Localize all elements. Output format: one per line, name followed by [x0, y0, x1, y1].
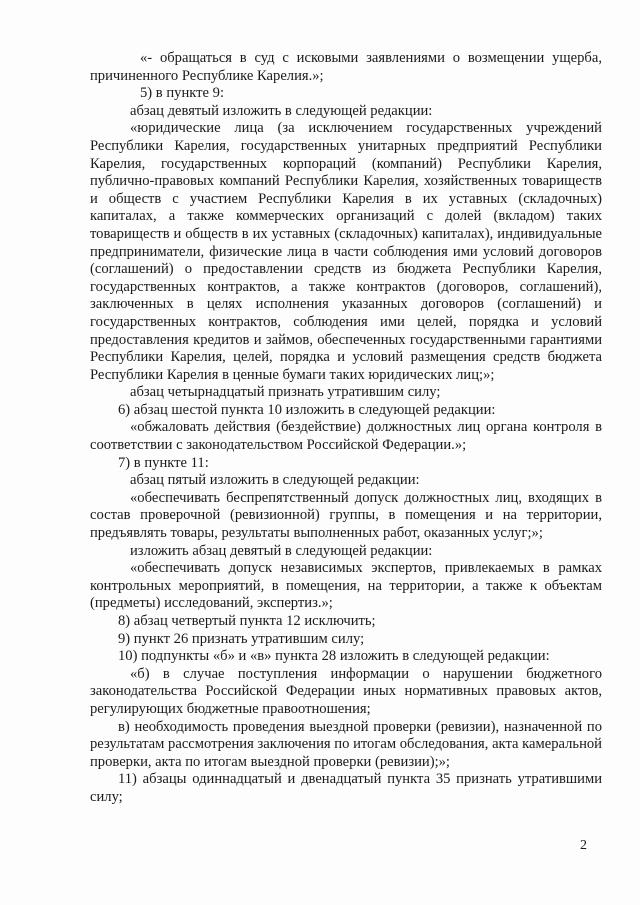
- paragraph-18: 11) абзацы одиннадцатый и двенадцатый пункта 35 признать утратившими силу;: [90, 771, 602, 805]
- document-body: [90, 50, 602, 807]
- paragraph-13: 8) абзац четвертый пункта 12 исключить;: [118, 613, 376, 629]
- paragraph-11: изложить абзац девятый в следующей редакции:: [130, 542, 433, 559]
- paragraph-14: 9) пункт 26 признать утратившим силу;: [118, 630, 365, 647]
- paragraph-17: в) необходимость проведения выездной проверки (ревизии), назначенной по результатам рассмотрения заключения по итогам обследования, акта камеральной проверки, акта по итогам выездной проверки (ревизии);»;: [90, 718, 602, 770]
- paragraph-10: «обеспечивать беспрепятственный допуск должностных лиц, входящих в состав проверочной (ревизионной) группы, в помещения и на территории, предъявлять товары, результаты выполненных работ, оказанных услуг;»;: [90, 489, 602, 542]
- paragraph-8: 7) в пункте 11:: [118, 454, 209, 471]
- paragraph-9: абзац пятый изложить в следующей редакции:: [130, 472, 420, 489]
- paragraph-6: 6) абзац шестой пункта 10 изложить в следующей редакции:: [118, 401, 496, 418]
- page-number: 2: [580, 838, 587, 853]
- paragraph-1: «- обращаться в суд с исковыми заявлениями о возмещении ущерба, причиненного Республике Карелия.»;: [90, 50, 602, 84]
- paragraph-2: 5) в пункте 9:: [140, 85, 225, 102]
- paragraph-15: 10) подпункты «б» и «в» пункта 28 изложить в следующей редакции:: [118, 648, 550, 665]
- paragraph-16: «б) в случае поступления информации о нарушении бюджетного законодательства Российской Федерации иных нормативных правовых актов, регулирующих бюджетные правоотношения;: [90, 665, 602, 717]
- paragraph-12: «обеспечивать допуск независимых экспертов, привлекаемых в рамках контрольных мероприятий, в помещения, на территории, а также к объектам (предметы) исследований, экспертиз.»;: [90, 560, 602, 612]
- paragraph-7: «обжаловать действия (бездействие) должностных лиц органа контроля в соответствии с законодательством Российской Федерации.»;: [90, 419, 602, 454]
- paragraph-3: абзац девятый изложить в следующей редакции:: [130, 102, 433, 119]
- paragraph-4: «юридические лица (за исключением государственных учреждений Республики Карелия, государственных унитарных предприятий Республики Карелия, государственных корпораций (компаний) Республики Карелия, публично-правовых компаний Республики Карелия, хозяйственных товариществ и обществ с участием Республики Карелия в их уставных (складочных) капиталах, а также коммерческих организаций с долей (вкладом) таких товариществ и обществ в их уставных (складочных) капиталах), индивидуальные предприниматели, физические лица в части соблюдения ими условий договоров (соглашений) о предоставлении средств из бюджета Республики Карелия, государственных контрактов, а также контрактов (договоров, соглашений), заключенных в целях исполнения указанных договоров (соглашений) и государственных контрактов, соблюдения ими целей, порядка и условий предоставления кредитов и займов, обеспеченных государственными гарантиями Республики Карелия, целей, порядка и условий размещения средств бюджета Республики Карелия в ценные бумаги таких юридических лиц;»;: [90, 120, 602, 383]
- paragraph-5: абзац четырнадцатый признать утратившим силу;: [130, 384, 441, 401]
